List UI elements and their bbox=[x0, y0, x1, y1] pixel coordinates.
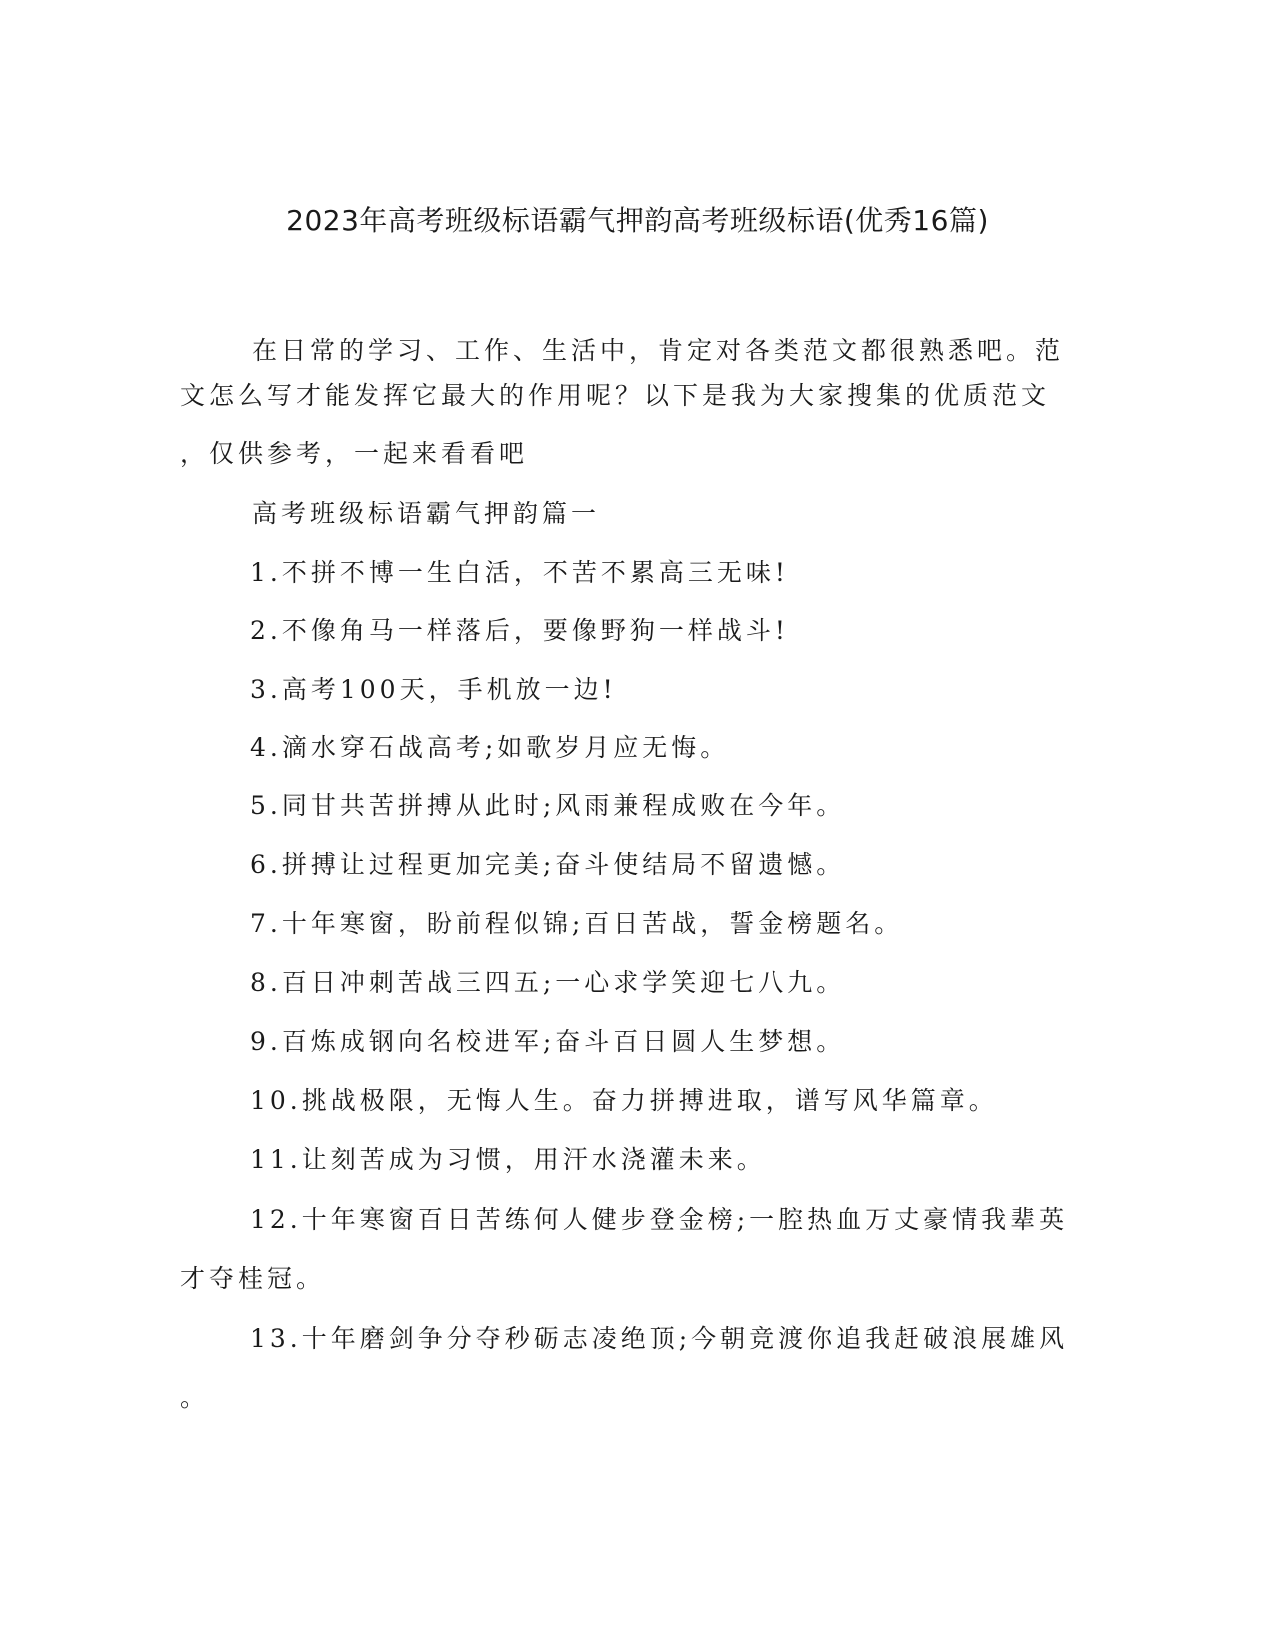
list-item: 9.百炼成钢向名校进军;奋斗百日圆人生梦想。 bbox=[250, 1027, 846, 1056]
intro-line-2: 文怎么写才能发挥它最大的作用呢？以下是我为大家搜集的优质范文 bbox=[180, 381, 1051, 410]
list-item: 7.十年寒窗，盼前程似锦;百日苦战，誓金榜题名。 bbox=[250, 909, 904, 938]
section-heading: 高考班级标语霸气押韵篇一 bbox=[252, 499, 601, 528]
list-item-12-line-1: 12.十年寒窗百日苦练何人健步登金榜;一腔热血万丈豪情我辈英 bbox=[250, 1205, 1069, 1234]
list-item: 8.百日冲刺苦战三四五;一心求学笑迎七八九。 bbox=[250, 968, 846, 997]
list-item: 1.不拼不博一生白活，不苦不累高三无味! bbox=[250, 558, 789, 587]
intro-line-3: ，仅供参考，一起来看看吧 bbox=[180, 439, 529, 468]
list-item: 3.高考100天，手机放一边! bbox=[250, 675, 617, 704]
list-item: 4.滴水穿石战高考;如歌岁月应无悔。 bbox=[250, 733, 730, 762]
list-item-12-line-2: 才夺桂冠。 bbox=[180, 1264, 326, 1293]
list-item: 5.同甘共苦拼搏从此时;风雨兼程成败在今年。 bbox=[250, 791, 846, 820]
list-item: 10.挑战极限，无悔人生。奋力拼搏进取，谱写风华篇章。 bbox=[250, 1086, 998, 1115]
list-item: 6.拼搏让过程更加完美;奋斗使结局不留遗憾。 bbox=[250, 850, 846, 879]
document-title: 2023年高考班级标语霸气押韵高考班级标语(优秀16篇) bbox=[286, 204, 989, 237]
list-item-13-line-1: 13.十年磨剑争分夺秒砺志凌绝顶;今朝竞渡你追我赶破浪展雄风 bbox=[250, 1324, 1069, 1353]
intro-line-1: 在日常的学习、工作、生活中，肯定对各类范文都很熟悉吧。范 bbox=[252, 336, 1065, 365]
list-item: 11.让刻苦成为习惯，用汗水浇灌未来。 bbox=[250, 1145, 766, 1174]
list-item-13-line-2: 。 bbox=[180, 1383, 210, 1412]
list-item: 2.不像角马一样落后，要像野狗一样战斗! bbox=[250, 616, 789, 645]
